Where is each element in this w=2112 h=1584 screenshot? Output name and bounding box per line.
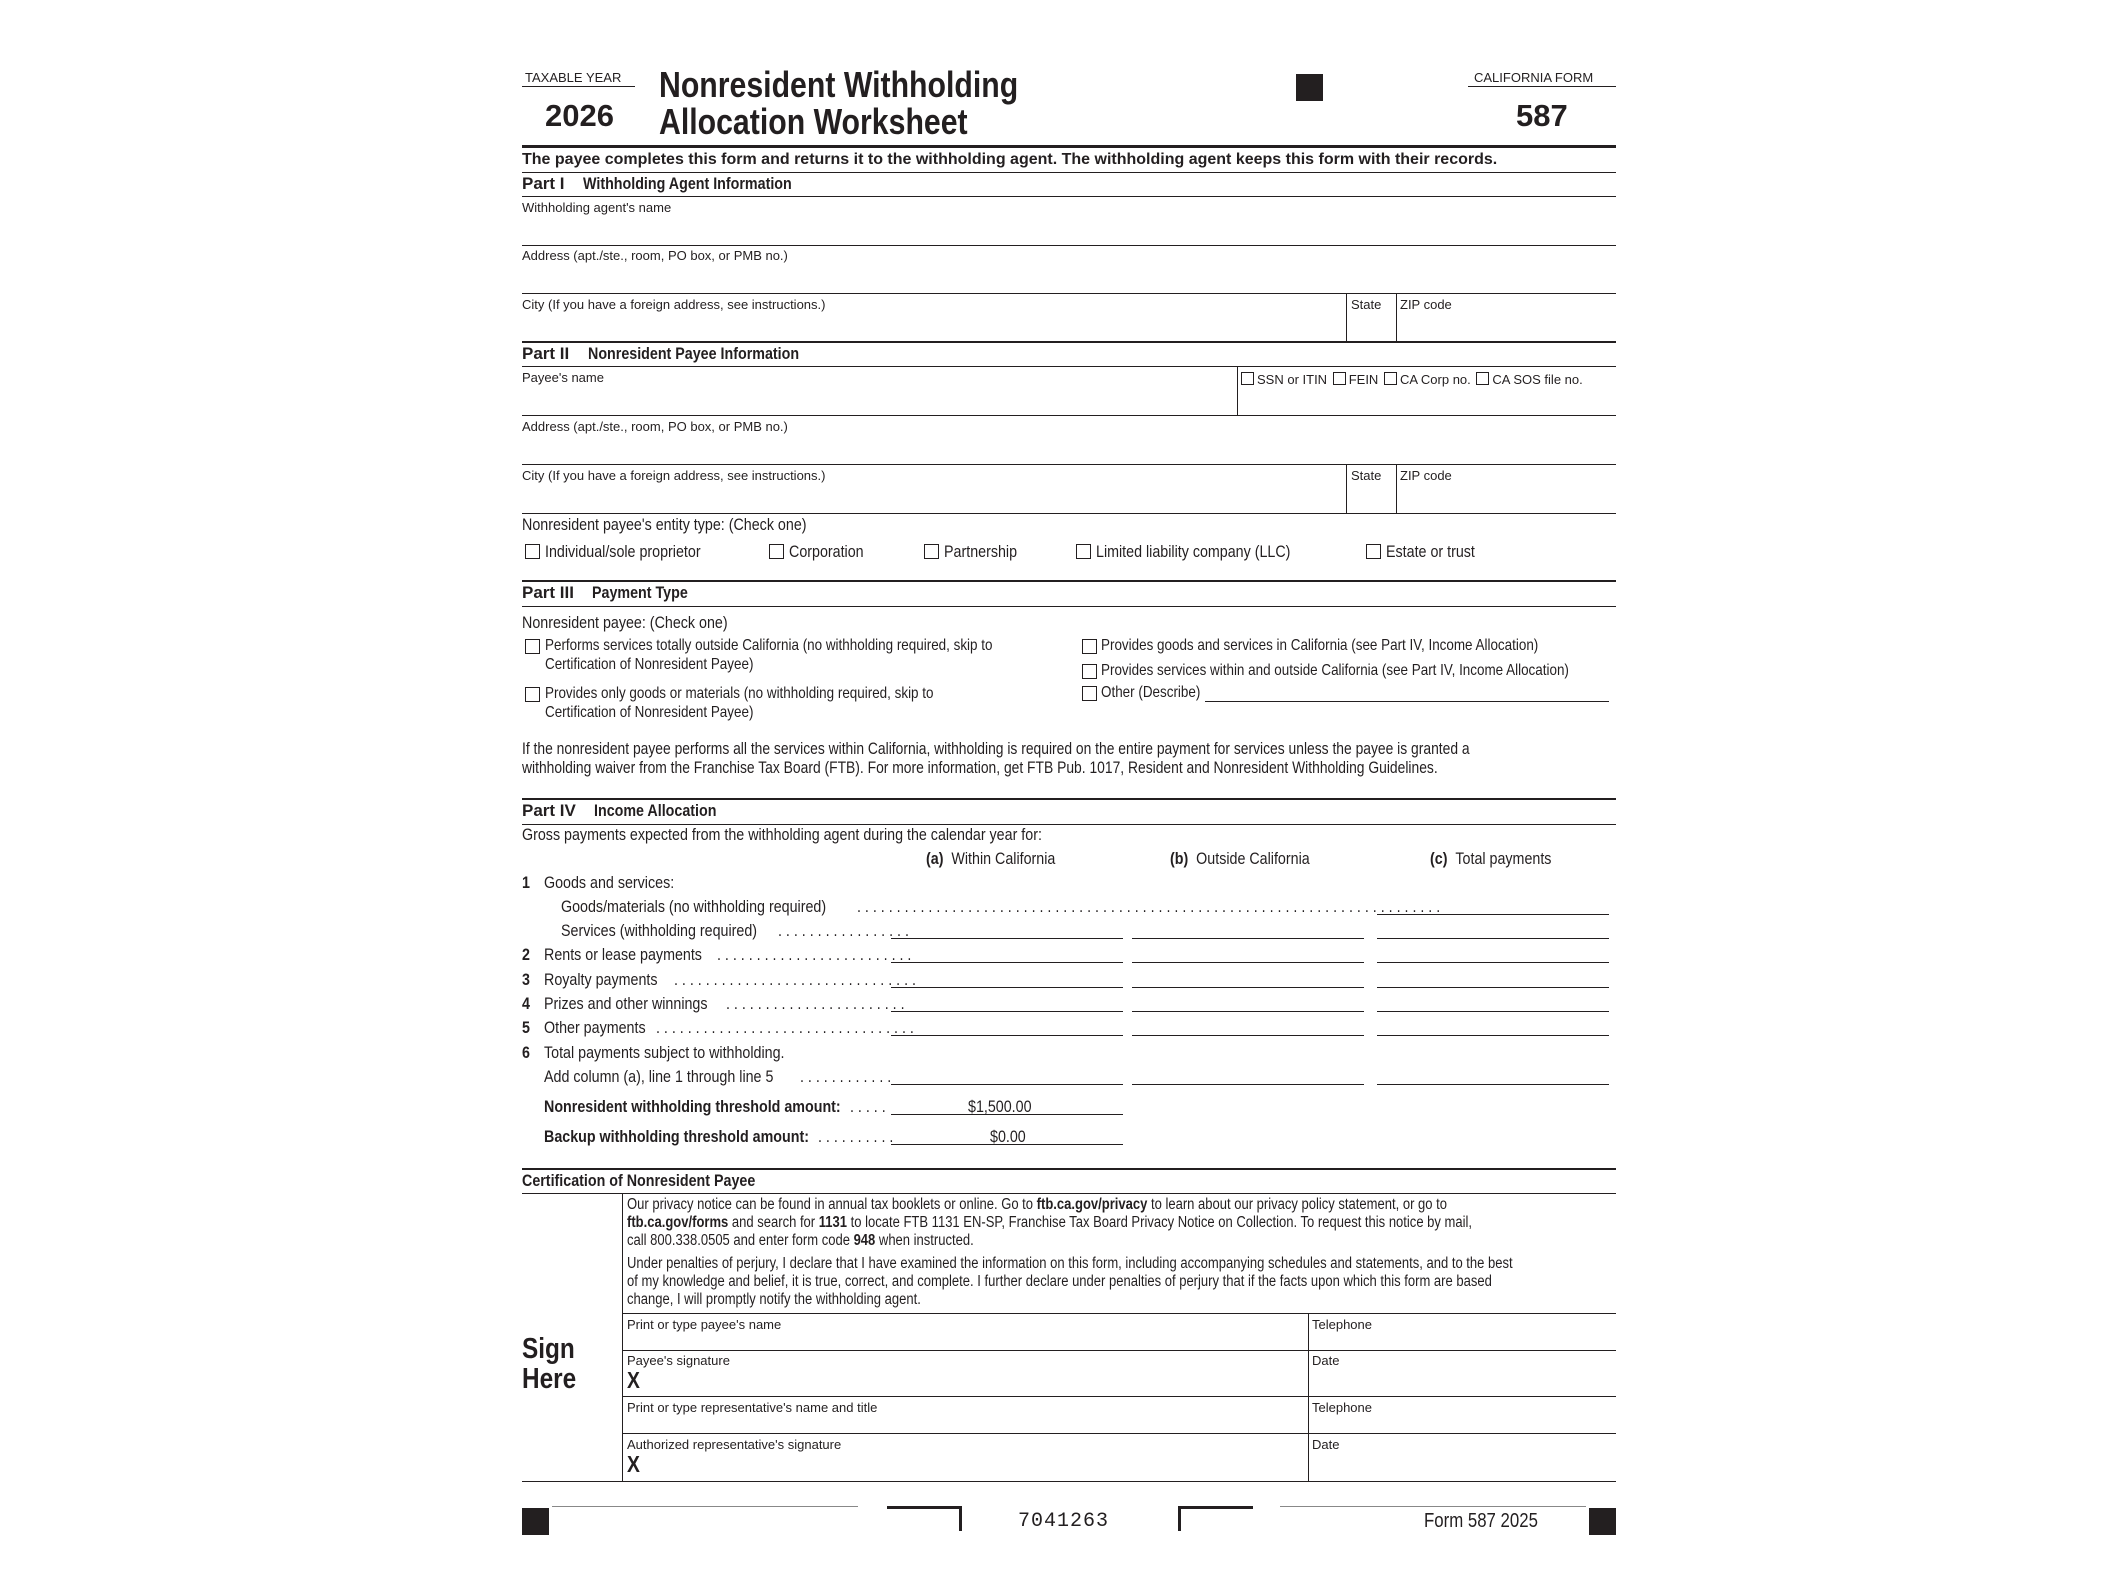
form-number: 587 xyxy=(1516,98,1568,133)
other-payment-checkbox[interactable] xyxy=(1082,686,1097,701)
column-c-letter: (c) xyxy=(1430,849,1448,868)
line2-col-c[interactable] xyxy=(1377,962,1609,963)
line6-col-b[interactable] xyxy=(1132,1084,1364,1085)
part3-title: Payment Type xyxy=(592,583,689,602)
privacy-link[interactable]: ftb.ca.gov/privacy xyxy=(1036,1196,1148,1213)
line6-col-a[interactable] xyxy=(891,1084,1123,1085)
column-a-header xyxy=(926,849,1055,869)
payee-state-label: State xyxy=(1351,468,1382,483)
california-form-label: CALIFORNIA FORM xyxy=(1474,70,1594,85)
line1-number: 1 xyxy=(522,873,530,892)
line5-col-c[interactable] xyxy=(1377,1035,1609,1036)
payee-id-type xyxy=(1241,372,1583,387)
line2-col-b[interactable] xyxy=(1132,962,1364,963)
services-outside-ca-line2: Certification of Nonresident Payee) xyxy=(545,656,754,673)
line6-col-c[interactable] xyxy=(1377,1084,1609,1085)
footer-registration-mark-right xyxy=(1589,1508,1616,1535)
entity-individual-label: Individual/sole proprietor xyxy=(545,542,701,561)
ssn-checkbox[interactable] xyxy=(1241,372,1254,385)
column-b-letter: (b) xyxy=(1170,849,1189,868)
services-within-outside-checkbox[interactable] xyxy=(1082,664,1097,679)
part2-header xyxy=(522,344,839,364)
column-c-header xyxy=(1430,849,1551,869)
line6-leader: . . . . . . . . . . . . xyxy=(800,1067,892,1086)
privacy-notice-line1 xyxy=(627,1196,1447,1214)
line3-col-a[interactable] xyxy=(891,987,1123,988)
privacy-notice-line2 xyxy=(627,1214,1472,1232)
line3-number: 3 xyxy=(522,970,530,989)
services-within-outside-label: Provides services within and outside California (see Part IV, Income Allocation) xyxy=(1101,662,1569,679)
fein-option-label: FEIN xyxy=(1348,372,1379,387)
backup-threshold-leader: . . . . . . . . . . xyxy=(818,1127,894,1146)
perjury-line3: change, I will promptly notify the withholding agent. xyxy=(627,1291,921,1308)
part2-label: Part II xyxy=(522,344,570,363)
footer-registration-mark-left xyxy=(522,1508,549,1535)
payee-print-name-label: Print or type payee's name xyxy=(627,1317,782,1332)
privacy-text-1c: to learn about our privacy policy statement, or go to xyxy=(1147,1196,1447,1213)
line2-label: Rents or lease payments xyxy=(544,945,702,964)
footer-corner-mark-right xyxy=(1178,1506,1253,1531)
line5-number: 5 xyxy=(522,1018,530,1037)
line4-col-c[interactable] xyxy=(1377,1011,1609,1012)
rep-signature-field[interactable] xyxy=(650,1451,1307,1479)
line6-label: Total payments subject to withholding. xyxy=(544,1043,785,1062)
line3-col-c[interactable] xyxy=(1377,987,1609,988)
agent-address-label: Address (apt./ste., room, PO box, or PMB no.) xyxy=(522,248,788,263)
backup-threshold-label: Backup withholding threshold amount: xyxy=(544,1127,809,1146)
payment-type-prompt: Nonresident payee: (Check one) xyxy=(522,613,728,632)
line3-label: Royalty payments xyxy=(544,970,658,989)
fein-checkbox[interactable] xyxy=(1333,372,1346,385)
registration-mark xyxy=(1296,74,1323,101)
perjury-line1: Under penalties of perjury, I declare that I have examined the information on this form, including accompanying schedules and statements, and to the best xyxy=(627,1255,1513,1272)
services-outside-ca-checkbox[interactable] xyxy=(525,639,540,654)
line3-col-b[interactable] xyxy=(1132,987,1364,988)
payee-signature-x: X xyxy=(627,1367,640,1393)
rep-date-field[interactable] xyxy=(1309,1451,1616,1479)
backup-threshold-value: $0.00 xyxy=(990,1127,1026,1146)
sign-here-line1: Sign xyxy=(522,1333,575,1365)
rep-signature-label: Authorized representative's signature xyxy=(627,1437,842,1452)
line4-col-a[interactable] xyxy=(891,1011,1123,1012)
line1a-col-c[interactable] xyxy=(1377,914,1609,915)
rep-name-field[interactable] xyxy=(623,1414,1307,1432)
footer-form-code: 7041263 xyxy=(1018,1510,1110,1533)
part1-label: Part I xyxy=(522,174,565,193)
goods-only-line2: Certification of Nonresident Payee) xyxy=(545,704,754,721)
column-b-header xyxy=(1170,849,1310,869)
line5-col-b[interactable] xyxy=(1132,1035,1364,1036)
rep-telephone-label: Telephone xyxy=(1312,1400,1372,1415)
entity-type-prompt: Nonresident payee's entity type: (Check one) xyxy=(522,515,807,534)
agent-zip-field[interactable] xyxy=(1397,311,1616,341)
privacy-text-1a: Our privacy notice can be found in annual tax booklets or online. Go to xyxy=(627,1196,1037,1213)
entity-llc-label: Limited liability company (LLC) xyxy=(1096,542,1291,561)
line4-number: 4 xyxy=(522,994,530,1013)
header-instruction: The payee completes this form and returns it to the withholding agent. The withholding agent keeps this form with their records. xyxy=(522,151,1498,168)
payee-name-field[interactable] xyxy=(522,384,1234,414)
perjury-line2: of my knowledge and belief, it is true, correct, and complete. I further declare under penalties of perjury that if the facts upon which this form are based xyxy=(627,1273,1492,1290)
line1a-leader: . . . . . . . . . . . . . . . . . . . . . . . . . . . . . . . . . . . . . . . . . . . . . . . . . . . . . . . . . . . . . . . . . . . . . . . . . . xyxy=(857,897,1441,916)
payee-signature-label: Payee's signature xyxy=(627,1353,730,1368)
entity-partnership-label: Partnership xyxy=(944,542,1018,561)
entity-corporation-checkbox[interactable] xyxy=(769,544,784,559)
line1b-col-c[interactable] xyxy=(1377,938,1609,939)
line1a-label: Goods/materials (no withholding required) xyxy=(561,897,827,916)
entity-estate-checkbox[interactable] xyxy=(1366,544,1381,559)
privacy-text-2b: and search for xyxy=(728,1214,819,1231)
payee-print-name-field[interactable] xyxy=(623,1331,1307,1349)
goods-only-line1: Provides only goods or materials (no withholding required, skip to xyxy=(545,685,934,702)
forms-link[interactable]: ftb.ca.gov/forms xyxy=(627,1214,729,1231)
agent-state-field[interactable] xyxy=(1347,311,1395,341)
column-b-title: Outside California xyxy=(1196,849,1310,868)
column-a-letter: (a) xyxy=(926,849,944,868)
payee-id-field[interactable] xyxy=(1238,388,1616,414)
threshold-leader: . . . . . xyxy=(850,1097,886,1116)
other-describe-field[interactable] xyxy=(1205,701,1609,702)
agent-city-label: City (If you have a foreign address, see instructions.) xyxy=(522,297,826,312)
line5-col-a[interactable] xyxy=(891,1035,1123,1036)
payee-zip-field[interactable] xyxy=(1397,482,1616,512)
privacy-form-code: 948 xyxy=(853,1232,876,1249)
payee-address-field[interactable] xyxy=(522,433,1616,463)
goods-services-ca-checkbox[interactable] xyxy=(1082,639,1097,654)
payee-name-label: Payee's name xyxy=(522,370,604,385)
payee-address-label: Address (apt./ste., room, PO box, or PMB no.) xyxy=(522,419,788,434)
line2-number: 2 xyxy=(522,945,530,964)
column-a-title: Within California xyxy=(951,849,1056,868)
rep-telephone-field[interactable] xyxy=(1309,1414,1616,1432)
payee-telephone-label: Telephone xyxy=(1312,1317,1372,1332)
column-c-title: Total payments xyxy=(1455,849,1552,868)
payee-city-label: City (If you have a foreign address, see instructions.) xyxy=(522,468,826,483)
threshold-value: $1,500.00 xyxy=(968,1097,1032,1116)
part3-label: Part III xyxy=(522,583,574,602)
ca-sos-option-label: CA SOS file no. xyxy=(1492,372,1583,387)
threshold-label: Nonresident withholding threshold amount: xyxy=(544,1097,841,1116)
privacy-text-3a: call 800.338.0505 and enter form code xyxy=(627,1232,854,1249)
rep-signature-x: X xyxy=(627,1451,640,1477)
withholding-agent-name-label: Withholding agent's name xyxy=(522,200,672,215)
agent-zip-label: ZIP code xyxy=(1400,297,1452,312)
certification-title: Certification of Nonresident Payee xyxy=(522,1171,756,1190)
agent-address-field[interactable] xyxy=(522,262,1616,292)
line6-sublabel: Add column (a), line 1 through line 5 xyxy=(544,1067,774,1086)
part2-title: Nonresident Payee Information xyxy=(587,344,799,363)
line1b-label: Services (withholding required) xyxy=(561,921,758,940)
part1-title: Withholding Agent Information xyxy=(582,174,792,193)
payee-signature-field[interactable] xyxy=(650,1367,1307,1395)
privacy-form-number: 1131 xyxy=(818,1214,848,1231)
payee-state-field[interactable] xyxy=(1347,482,1395,512)
agent-state-label: State xyxy=(1351,297,1382,312)
form-title-line1: Nonresident Withholding xyxy=(659,64,1019,105)
goods-services-ca-label: Provides goods and services in California (see Part IV, Income Allocation) xyxy=(1101,637,1539,654)
line5-leader: . . . . . . . . . . . . . . . . . . . . . . . . . . . . . . . . . xyxy=(656,1018,914,1037)
line2-leader: . . . . . . . . . . . . . . . . . . . . . . . . . xyxy=(717,945,912,964)
line3-leader: . . . . . . . . . . . . . . . . . . . . . . . . . . . . . . . xyxy=(674,970,917,989)
payee-date-label: Date xyxy=(1312,1353,1340,1368)
line1b-col-b[interactable] xyxy=(1132,938,1364,939)
entity-individual-checkbox[interactable] xyxy=(525,544,540,559)
ssn-option-label: SSN or ITIN xyxy=(1257,372,1328,387)
rep-name-label: Print or type representative's name and title xyxy=(627,1400,878,1415)
line4-col-b[interactable] xyxy=(1132,1011,1364,1012)
entity-estate-label: Estate or trust xyxy=(1386,542,1475,561)
ca-corp-checkbox[interactable] xyxy=(1384,372,1397,385)
line1b-leader: . . . . . . . . . . . . . . . . . xyxy=(778,921,909,940)
entity-partnership-checkbox[interactable] xyxy=(924,544,939,559)
line1-label: Goods and services: xyxy=(544,873,675,892)
goods-only-checkbox[interactable] xyxy=(525,687,540,702)
entity-corporation-label: Corporation xyxy=(789,542,864,561)
part4-intro: Gross payments expected from the withholding agent during the calendar year for: xyxy=(522,825,1042,844)
line1b-col-a[interactable] xyxy=(891,938,1123,939)
line5-label: Other payments xyxy=(544,1018,646,1037)
part4-header xyxy=(522,801,740,821)
payee-telephone-field[interactable] xyxy=(1309,1331,1616,1349)
payee-zip-label: ZIP code xyxy=(1400,468,1452,483)
part4-label: Part IV xyxy=(522,801,576,820)
other-payment-label: Other (Describe) xyxy=(1101,684,1201,701)
payee-date-field[interactable] xyxy=(1309,1367,1616,1395)
withholding-agent-name-field[interactable] xyxy=(522,214,1616,244)
line6-number: 6 xyxy=(522,1043,530,1062)
privacy-text-3c: when instructed. xyxy=(875,1232,974,1249)
part3-note-line1: If the nonresident payee performs all the services within California, withholding is required on the entire payment for services unless the payee is granted a xyxy=(522,740,1470,758)
footer-form-id: Form 587 2025 xyxy=(1424,1510,1538,1532)
services-outside-ca-line1: Performs services totally outside California (no withholding required, skip to xyxy=(545,637,993,654)
ca-corp-option-label: CA Corp no. xyxy=(1399,372,1471,387)
part4-title: Income Allocation xyxy=(594,801,717,820)
line4-label: Prizes and other winnings xyxy=(544,994,708,1013)
part1-header xyxy=(522,174,832,194)
agent-city-field[interactable] xyxy=(522,311,1342,341)
sign-here-line2: Here xyxy=(522,1363,577,1395)
line4-leader: . . . . . . . . . . . . . . . . . . . . . . . xyxy=(726,994,905,1013)
part3-header xyxy=(522,583,706,603)
taxable-year: 2026 xyxy=(545,98,614,133)
ca-sos-checkbox[interactable] xyxy=(1476,372,1489,385)
part3-note-line2: withholding waiver from the Franchise Tax Board (FTB). For more information, get FTB Pub. 1017, Resident and Nonresident Withholding Guidelines. xyxy=(522,759,1438,777)
line2-col-a[interactable] xyxy=(891,962,1123,963)
rep-date-label: Date xyxy=(1312,1437,1340,1452)
form-title-line2: Allocation Worksheet xyxy=(659,101,968,142)
taxable-year-label: TAXABLE YEAR xyxy=(525,70,622,85)
payee-city-field[interactable] xyxy=(522,482,1342,512)
privacy-notice-line3 xyxy=(627,1232,974,1250)
footer-corner-mark-left xyxy=(887,1506,962,1531)
entity-llc-checkbox[interactable] xyxy=(1076,544,1091,559)
privacy-text-2d: to locate FTB 1131 EN-SP, Franchise Tax Board Privacy Notice on Collection. To request this notice by mail, xyxy=(847,1214,1473,1231)
